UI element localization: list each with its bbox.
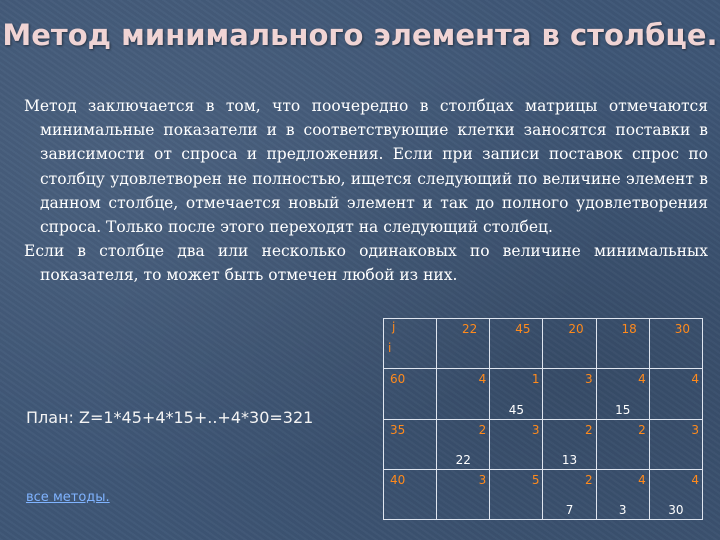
- cost-value: 2: [638, 422, 646, 437]
- cost-value: 3: [584, 372, 593, 387]
- paragraph-method: Метод заключается в том, что поочередно в столбцах матрицы отмечаются минимальные показатели и в соответствующие клетки заносятся поставки в зависимости от спроса и предложения. Если при записи поставок спрос по столбцу удовлетворен не полностью, ищется следующий по величине элемент в данном столбце, отмечается новый элемент и так до полного удовлетворения спроса. Только после этого переходят на следующий столбец.: [24, 97, 708, 237]
- all-methods-link[interactable]: все методы.: [26, 490, 110, 505]
- cost-value: 4: [638, 472, 646, 487]
- description-text: [24, 94, 708, 288]
- demand-cell: [649, 319, 702, 369]
- cost-cell: [490, 419, 543, 469]
- table-header-row: [384, 319, 703, 369]
- cost-value: 4: [691, 472, 699, 487]
- supply-value: 60: [390, 372, 406, 387]
- cost-cell: [596, 369, 649, 419]
- cost-value: 4: [691, 372, 699, 387]
- demand-value: 30: [674, 322, 690, 336]
- supply-cell: [384, 419, 437, 469]
- paragraph-equal-elements: Если в столбце два или несколько одинаковых по величине минимальных показателя, то может быть отмечен любой из них.: [24, 242, 708, 285]
- supply-cell: [384, 369, 437, 419]
- supply-value: 35: [390, 422, 406, 437]
- demand-cell: [596, 319, 649, 369]
- cost-cell: [649, 419, 702, 469]
- cost-value: 4: [478, 372, 487, 387]
- table-row: [384, 419, 703, 469]
- cost-value: 2: [584, 472, 593, 487]
- demand-value: 18: [621, 322, 637, 336]
- corner-j-label: j: [392, 320, 396, 334]
- cost-cell: [543, 369, 596, 419]
- cost-value: 3: [531, 422, 540, 437]
- shipment-value: 45: [508, 402, 525, 417]
- demand-value: 22: [462, 322, 478, 336]
- shipment-value: 30: [668, 503, 684, 517]
- supply-value: 40: [390, 472, 406, 487]
- plan-formula: План: Z=1*45+4*15+..+4*30=321: [26, 408, 314, 427]
- cost-cell: [596, 469, 649, 519]
- cost-cell: [490, 369, 543, 419]
- corner-i-label: i: [388, 341, 392, 355]
- shipment-value: 13: [561, 452, 578, 467]
- cost-value: 5: [531, 472, 540, 487]
- shipment-value: 7: [565, 503, 574, 517]
- cost-value: 1: [531, 372, 540, 387]
- cost-value: 3: [691, 422, 699, 437]
- table-row: [384, 369, 703, 419]
- cost-cell: [543, 419, 596, 469]
- cost-cell: [596, 419, 649, 469]
- shipment-value: 15: [615, 402, 631, 417]
- demand-cell: [543, 319, 596, 369]
- cost-cell: [437, 369, 490, 419]
- cost-cell: [490, 469, 543, 519]
- cost-value: 3: [478, 472, 487, 487]
- cost-cell: [543, 469, 596, 519]
- demand-value: 45: [515, 322, 531, 336]
- supply-cell: [384, 469, 437, 519]
- shipment-value: 22: [455, 452, 471, 467]
- cost-value: 2: [478, 422, 487, 437]
- cost-value: 4: [638, 372, 646, 387]
- cost-cell: [649, 469, 702, 519]
- cost-cell: [437, 469, 490, 519]
- cost-cell: [437, 419, 490, 469]
- cost-value: 2: [584, 422, 593, 437]
- transport-table: [383, 318, 703, 520]
- demand-cell: [490, 319, 543, 369]
- demand-cell: [437, 319, 490, 369]
- table-row: [384, 469, 703, 519]
- demand-value: 20: [568, 322, 584, 336]
- shipment-value: 3: [618, 503, 627, 517]
- slide-title: Метод минимального элемента в столбце.: [2, 18, 718, 52]
- corner-cell: [384, 319, 437, 369]
- corner-label: [388, 320, 396, 355]
- cost-cell: [649, 369, 702, 419]
